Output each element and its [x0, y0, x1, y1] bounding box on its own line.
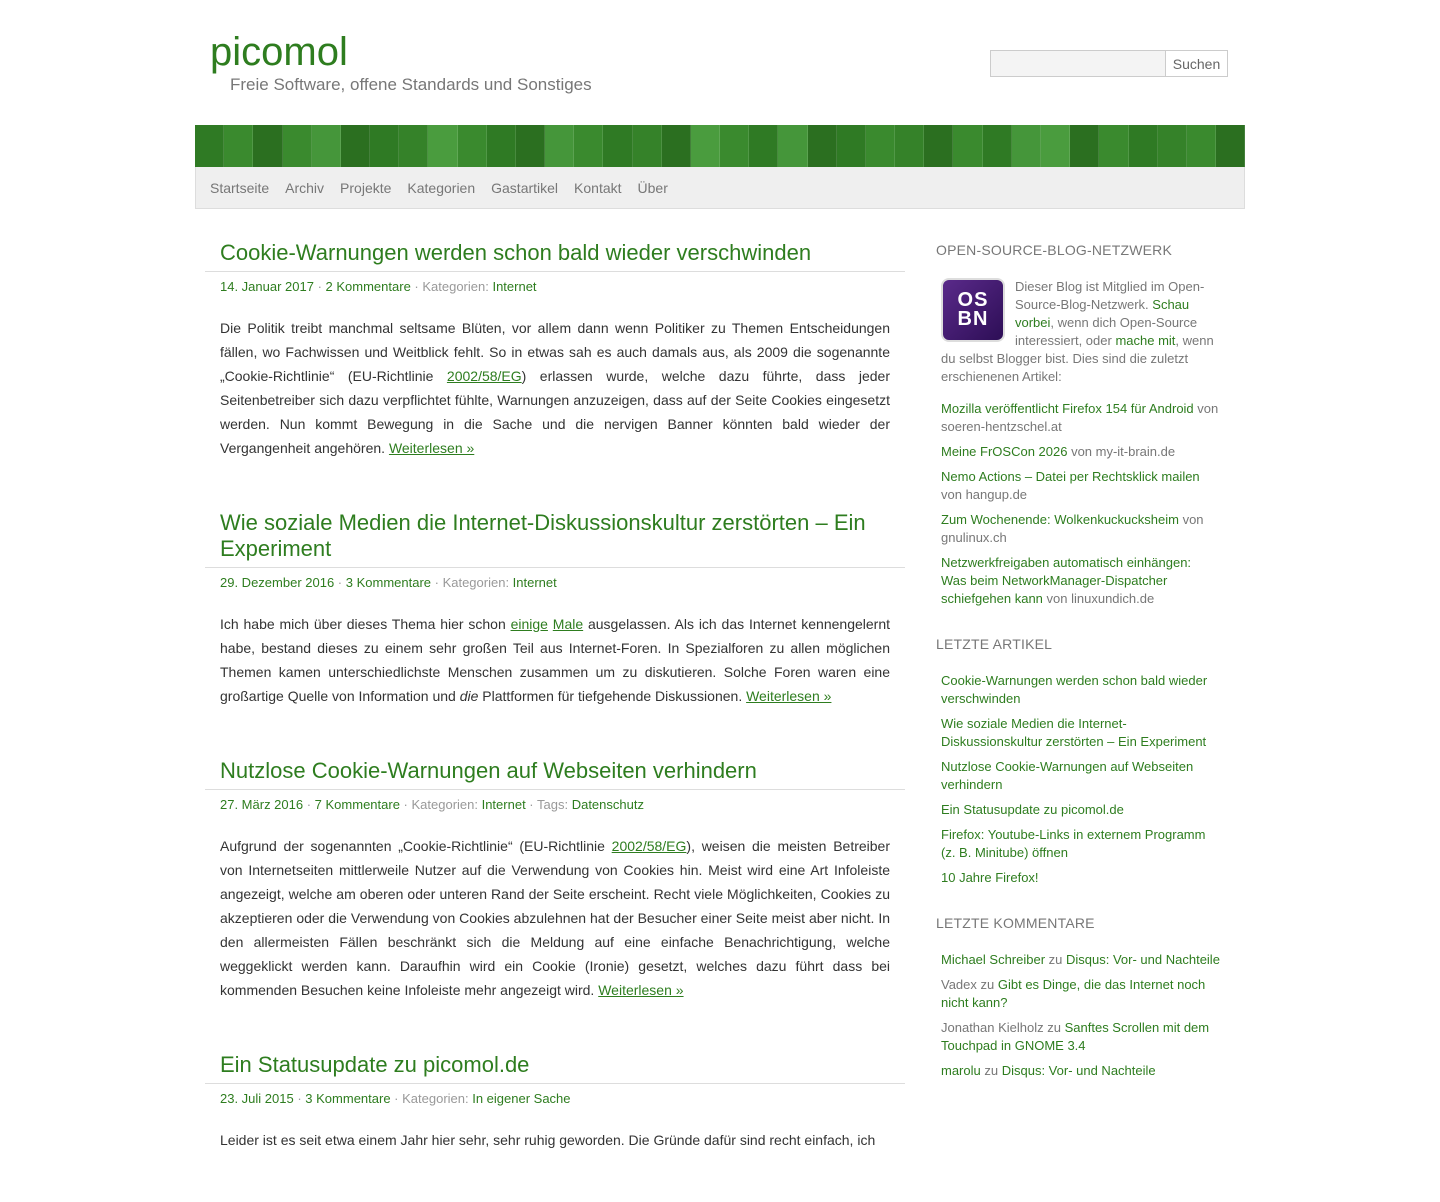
- feed-item-link[interactable]: Zum Wochenende: Wolkenkuckucksheim: [941, 512, 1179, 527]
- banner-stripe: [283, 125, 312, 167]
- category-link[interactable]: In eigener Sache: [472, 1091, 571, 1106]
- banner-stripe: [1070, 125, 1099, 167]
- post-excerpt: [205, 812, 905, 1002]
- categories-label: · Kategorien:: [399, 797, 482, 812]
- banner-stripe: [924, 125, 953, 167]
- banner-stripe: [224, 125, 253, 167]
- tags-label: · Tags:: [525, 797, 572, 812]
- post: [205, 1052, 905, 1152]
- banner-stripe: [837, 125, 866, 167]
- header-banner: [195, 125, 1245, 167]
- feed-item: [941, 443, 1220, 461]
- post-excerpt: [205, 294, 905, 460]
- banner-stripe: [603, 125, 632, 167]
- post-comments-link[interactable]: 7 Kommentare: [314, 797, 400, 812]
- search-button[interactable]: Suchen: [1166, 50, 1228, 77]
- comment-zu: zu: [980, 1063, 1002, 1078]
- post-title[interactable]: Cookie-Warnungen werden schon bald wieder verschwinden: [220, 240, 812, 265]
- comment-item: [941, 951, 1220, 969]
- post-date[interactable]: 23. Juli 2015: [220, 1091, 294, 1106]
- comment-post-link[interactable]: Disqus: Vor- und Nachteile: [1066, 952, 1220, 967]
- osbn-widget: [936, 242, 1220, 608]
- banner-stripe: [1012, 125, 1041, 167]
- osbn-text: Dieser Blog ist Mitglied im Open-Source-Blog-Netzwerk.: [1015, 279, 1205, 312]
- read-more-link[interactable]: Weiterlesen »: [388, 440, 475, 456]
- post-meta: [205, 1084, 905, 1106]
- banner-stripe: [1099, 125, 1128, 167]
- banner-stripe: [866, 125, 895, 167]
- read-more-link[interactable]: Weiterlesen »: [598, 982, 684, 998]
- site-title[interactable]: picomol: [210, 30, 348, 74]
- osbn-join-link[interactable]: mache mit: [1115, 333, 1176, 348]
- post-meta: [205, 568, 905, 590]
- comment-author-link[interactable]: marolu: [941, 1063, 981, 1078]
- nav-item-ueber[interactable]: Über: [637, 179, 668, 196]
- meta-separator: ·: [303, 797, 315, 812]
- excerpt-text: ausgelassen. Als ich das Internet kennengelernt habe, bestand dieses zu einem sehr großen Teil aus Internet-Foren. In Spezialforen zu allen möglichen Themen kamen unterschiedlichste Menschen zusammen um zu diskutieren. Solche Foren waren eine großartige Quelle von Information und: [220, 616, 891, 704]
- banner-stripe: [1129, 125, 1158, 167]
- comment-item: [941, 1062, 1220, 1080]
- banner-stripe: [1216, 125, 1245, 167]
- post-meta: [205, 790, 905, 812]
- meta-separator: ·: [334, 575, 346, 590]
- widget-heading: LETZTE ARTIKEL: [936, 636, 1053, 652]
- nav-item-kontakt[interactable]: Kontakt: [574, 179, 622, 196]
- feed-item-link[interactable]: Meine FrOSCon 2026: [941, 444, 1068, 459]
- post-date[interactable]: 27. März 2016: [220, 797, 304, 812]
- meta-separator: ·: [293, 1091, 306, 1106]
- nav-item-startseite[interactable]: Startseite: [210, 179, 270, 196]
- excerpt-text: Die Politik treibt manchmal seltsame Blüten, vor allem dann wenn Politiker zu Themen Entscheidungen fällen, wo Fachwissen und Weitblick fehlt. So in etwas sah es auch damals aus, als 2009 die sogenannte „Cookie-Richtlinie“ (EU-Richtlinie: [220, 320, 890, 384]
- nav-item-kategorien[interactable]: Kategorien: [407, 179, 476, 196]
- post-title[interactable]: Nutzlose Cookie-Warnungen auf Webseiten verhindern: [220, 758, 757, 783]
- banner-stripe: [458, 125, 487, 167]
- post-list: [205, 240, 905, 1202]
- main-navigation: [195, 167, 1245, 209]
- comment-post-link[interactable]: Disqus: Vor- und Nachteile: [1001, 1063, 1156, 1078]
- comment-author: Vadex: [941, 977, 977, 992]
- post-date[interactable]: 29. Dezember 2016: [220, 575, 335, 590]
- feed-item-source: von my-it-brain.de: [1067, 444, 1176, 459]
- recent-post-link[interactable]: Firefox: Youtube-Links in externem Programm (z. B. Minitube) öffnen: [941, 827, 1206, 860]
- banner-stripe: [428, 125, 457, 167]
- osbn-text: , wenn dich Open-Source interessiert, oder: [1015, 315, 1198, 348]
- meta-separator: ·: [313, 279, 326, 294]
- banner-stripe: [341, 125, 370, 167]
- banner-stripe: [1041, 125, 1070, 167]
- feed-item: [941, 468, 1220, 504]
- category-link[interactable]: Internet: [492, 279, 537, 294]
- banner-stripe: [370, 125, 399, 167]
- nav-item-archiv[interactable]: Archiv: [285, 179, 325, 196]
- sidebar: [936, 242, 1220, 1108]
- post-comments-link[interactable]: 2 Kommentare: [325, 279, 411, 294]
- excerpt-text: ) erlassen wurde, welche dazu führte, dass jeder Seitenbetreiber sich dazu verpflichtet fühlte, Warnungen anzuzeigen, dass auf der Seite Cookies eingesetzt werden. Nun kommt Bewegung in die Sache und die nervigen Banner könnten bald wieder der Vergangenheit angehören.: [220, 368, 890, 456]
- banner-stripe: [487, 125, 516, 167]
- recent-post-link[interactable]: 10 Jahre Firefox!: [941, 870, 1039, 885]
- feed-item-source: von soeren-hentzschel.at: [941, 401, 1219, 434]
- post-meta: [205, 272, 905, 294]
- banner-stripe: [1187, 125, 1216, 167]
- banner-stripe: [808, 125, 837, 167]
- categories-label: · Kategorien:: [390, 1091, 473, 1106]
- post-comments-link[interactable]: 3 Kommentare: [305, 1091, 391, 1106]
- excerpt-text: Leider ist es seit etwa einem Jahr hier sehr, sehr ruhig geworden. Die Gründe dafür sind recht einfach, ich: [220, 1132, 876, 1148]
- tag-link[interactable]: Datenschutz: [571, 797, 644, 812]
- widget-heading: OPEN-SOURCE-BLOG-NETZWERK: [936, 242, 1173, 258]
- feed-item: [941, 400, 1220, 436]
- feed-item: [941, 554, 1220, 608]
- post: [205, 510, 905, 708]
- comment-author-link[interactable]: Michael Schreiber: [941, 952, 1046, 967]
- recent-comments-widget: [936, 915, 1220, 1080]
- banner-stripe: [253, 125, 282, 167]
- feed-item-link[interactable]: Nemo Actions – Datei per Rechtsklick mailen: [941, 469, 1200, 484]
- directive-link[interactable]: 2002/58/EG: [446, 368, 522, 384]
- feed-item-source: von hangup.de: [941, 487, 1028, 502]
- excerpt-text: Plattformen für tiefgehende Diskussionen.: [478, 688, 747, 704]
- emphasis-text: die: [459, 688, 479, 704]
- banner-stripe: [895, 125, 924, 167]
- post-title[interactable]: Ein Statusupdate zu picomol.de: [220, 1052, 530, 1077]
- banner-stripe: [749, 125, 778, 167]
- post-excerpt: [205, 590, 905, 708]
- comment-zu: zu: [1043, 1020, 1065, 1035]
- search-form: [990, 50, 1228, 77]
- excerpt-text: Ich habe mich über dieses Thema hier schon: [220, 616, 511, 632]
- feed-item-source: von linuxundich.de: [1042, 591, 1155, 606]
- comment-author: Jonathan Kielholz: [941, 1020, 1044, 1035]
- osbn-visit-link[interactable]: Schau vorbei: [1015, 297, 1190, 330]
- comment-item: [941, 976, 1220, 1012]
- categories-label: · Kategorien:: [410, 279, 493, 294]
- widget-heading: LETZTE KOMMENTARE: [936, 915, 1095, 931]
- banner-stripe: [545, 125, 574, 167]
- read-more-link[interactable]: Weiterlesen »: [746, 688, 832, 704]
- comment-zu: zu: [976, 977, 998, 992]
- search-input[interactable]: [990, 50, 1166, 77]
- feed-item: [941, 511, 1220, 547]
- site-description: Freie Software, offene Standards und Sonstiges: [230, 75, 592, 94]
- comment-post-link[interactable]: Gibt es Dinge, die das Internet noch nicht kann?: [941, 977, 1206, 1010]
- post-title[interactable]: Wie soziale Medien die Internet-Diskussionskultur zerstörten – Ein Experiment: [220, 510, 866, 561]
- post: [205, 758, 905, 1002]
- categories-label: · Kategorien:: [431, 575, 513, 590]
- banner-stripe: [953, 125, 982, 167]
- banner-stripe: [720, 125, 749, 167]
- recent-post-link[interactable]: Nutzlose Cookie-Warnungen auf Webseiten verhindern: [941, 759, 1194, 792]
- osbn-logo[interactable]: [941, 278, 1005, 342]
- banner-stripe: [574, 125, 603, 167]
- banner-stripe: [1158, 125, 1187, 167]
- banner-stripe: [983, 125, 1012, 167]
- excerpt-text: ), weisen die meisten Betreiber von Internetseiten mittlerweile Nutzer auf die Verwendung von Cookies hin. Meist wird eine Art Infoleiste angezeigt, welche am oberen oder unteren Rand der Seite erscheint. Recht viele Möglichkeiten, Cookies zu akzeptieren oder die Verwendung von Cookies abzulehnen hat der Besucher einer Seite meist aber nicht. In den allermeisten Fällen beschränkt sich die Meldung auf eine einfache Benachrichtigung, welche weggeklickt werden kann. Daraufhin wird ein Cookie (Ironie) gesetzt, welches dazu führt dass bei kommenden Besuchen keine Infoleiste mehr angezeigt wird.: [220, 838, 891, 998]
- inline-link-einige[interactable]: einige: [510, 616, 548, 632]
- directive-link[interactable]: 2002/58/EG: [611, 838, 687, 854]
- post-date[interactable]: 14. Januar 2017: [220, 279, 314, 294]
- banner-stripe: [778, 125, 807, 167]
- post-comments-link[interactable]: 3 Kommentare: [345, 575, 432, 590]
- recent-post-link[interactable]: Ein Statusupdate zu picomol.de: [941, 802, 1124, 817]
- banner-stripe: [399, 125, 428, 167]
- feed-item-source: von gnulinux.ch: [941, 512, 1204, 545]
- osbn-intro: [941, 278, 1220, 386]
- recent-post-link[interactable]: Cookie-Warnungen werden schon bald wieder verschwinden: [941, 673, 1208, 706]
- osbn-text: , wenn du selbst Blogger bist. Dies sind die zuletzt erschienenen Artikel:: [941, 333, 1214, 384]
- banner-stripe: [516, 125, 545, 167]
- banner-stripe: [662, 125, 691, 167]
- category-link[interactable]: Internet: [512, 575, 557, 590]
- comment-zu: zu: [1045, 952, 1067, 967]
- nav-item-gastartikel[interactable]: Gastartikel: [491, 179, 559, 196]
- banner-stripe: [691, 125, 720, 167]
- nav-item-projekte[interactable]: Projekte: [340, 179, 392, 196]
- inline-link-male[interactable]: Male: [552, 616, 584, 632]
- feed-item-link[interactable]: Netzwerkfreigaben automatisch einhängen: Was beim NetworkManager-Dispatcher schiefgehen kann: [941, 555, 1192, 606]
- recent-post-link[interactable]: Wie soziale Medien die Internet-Diskussionskultur zerstörten – Ein Experiment: [941, 716, 1207, 749]
- comment-post-link[interactable]: Sanftes Scrollen mit dem Touchpad in GNOME 3.4: [941, 1020, 1210, 1053]
- osbn-logo-text: OS BN: [957, 289, 989, 330]
- banner-stripe: [633, 125, 662, 167]
- recent-posts-widget: [936, 636, 1220, 887]
- banner-stripe: [195, 125, 224, 167]
- feed-item-link[interactable]: Mozilla veröffentlicht Firefox 154 für Android: [941, 401, 1194, 416]
- post-excerpt: [205, 1106, 905, 1152]
- banner-stripe: [312, 125, 341, 167]
- category-link[interactable]: Internet: [481, 797, 526, 812]
- excerpt-text: Aufgrund der sogenannten „Cookie-Richtlinie“ (EU-Richtlinie: [220, 838, 612, 854]
- comment-item: [941, 1019, 1220, 1055]
- post: [205, 240, 905, 460]
